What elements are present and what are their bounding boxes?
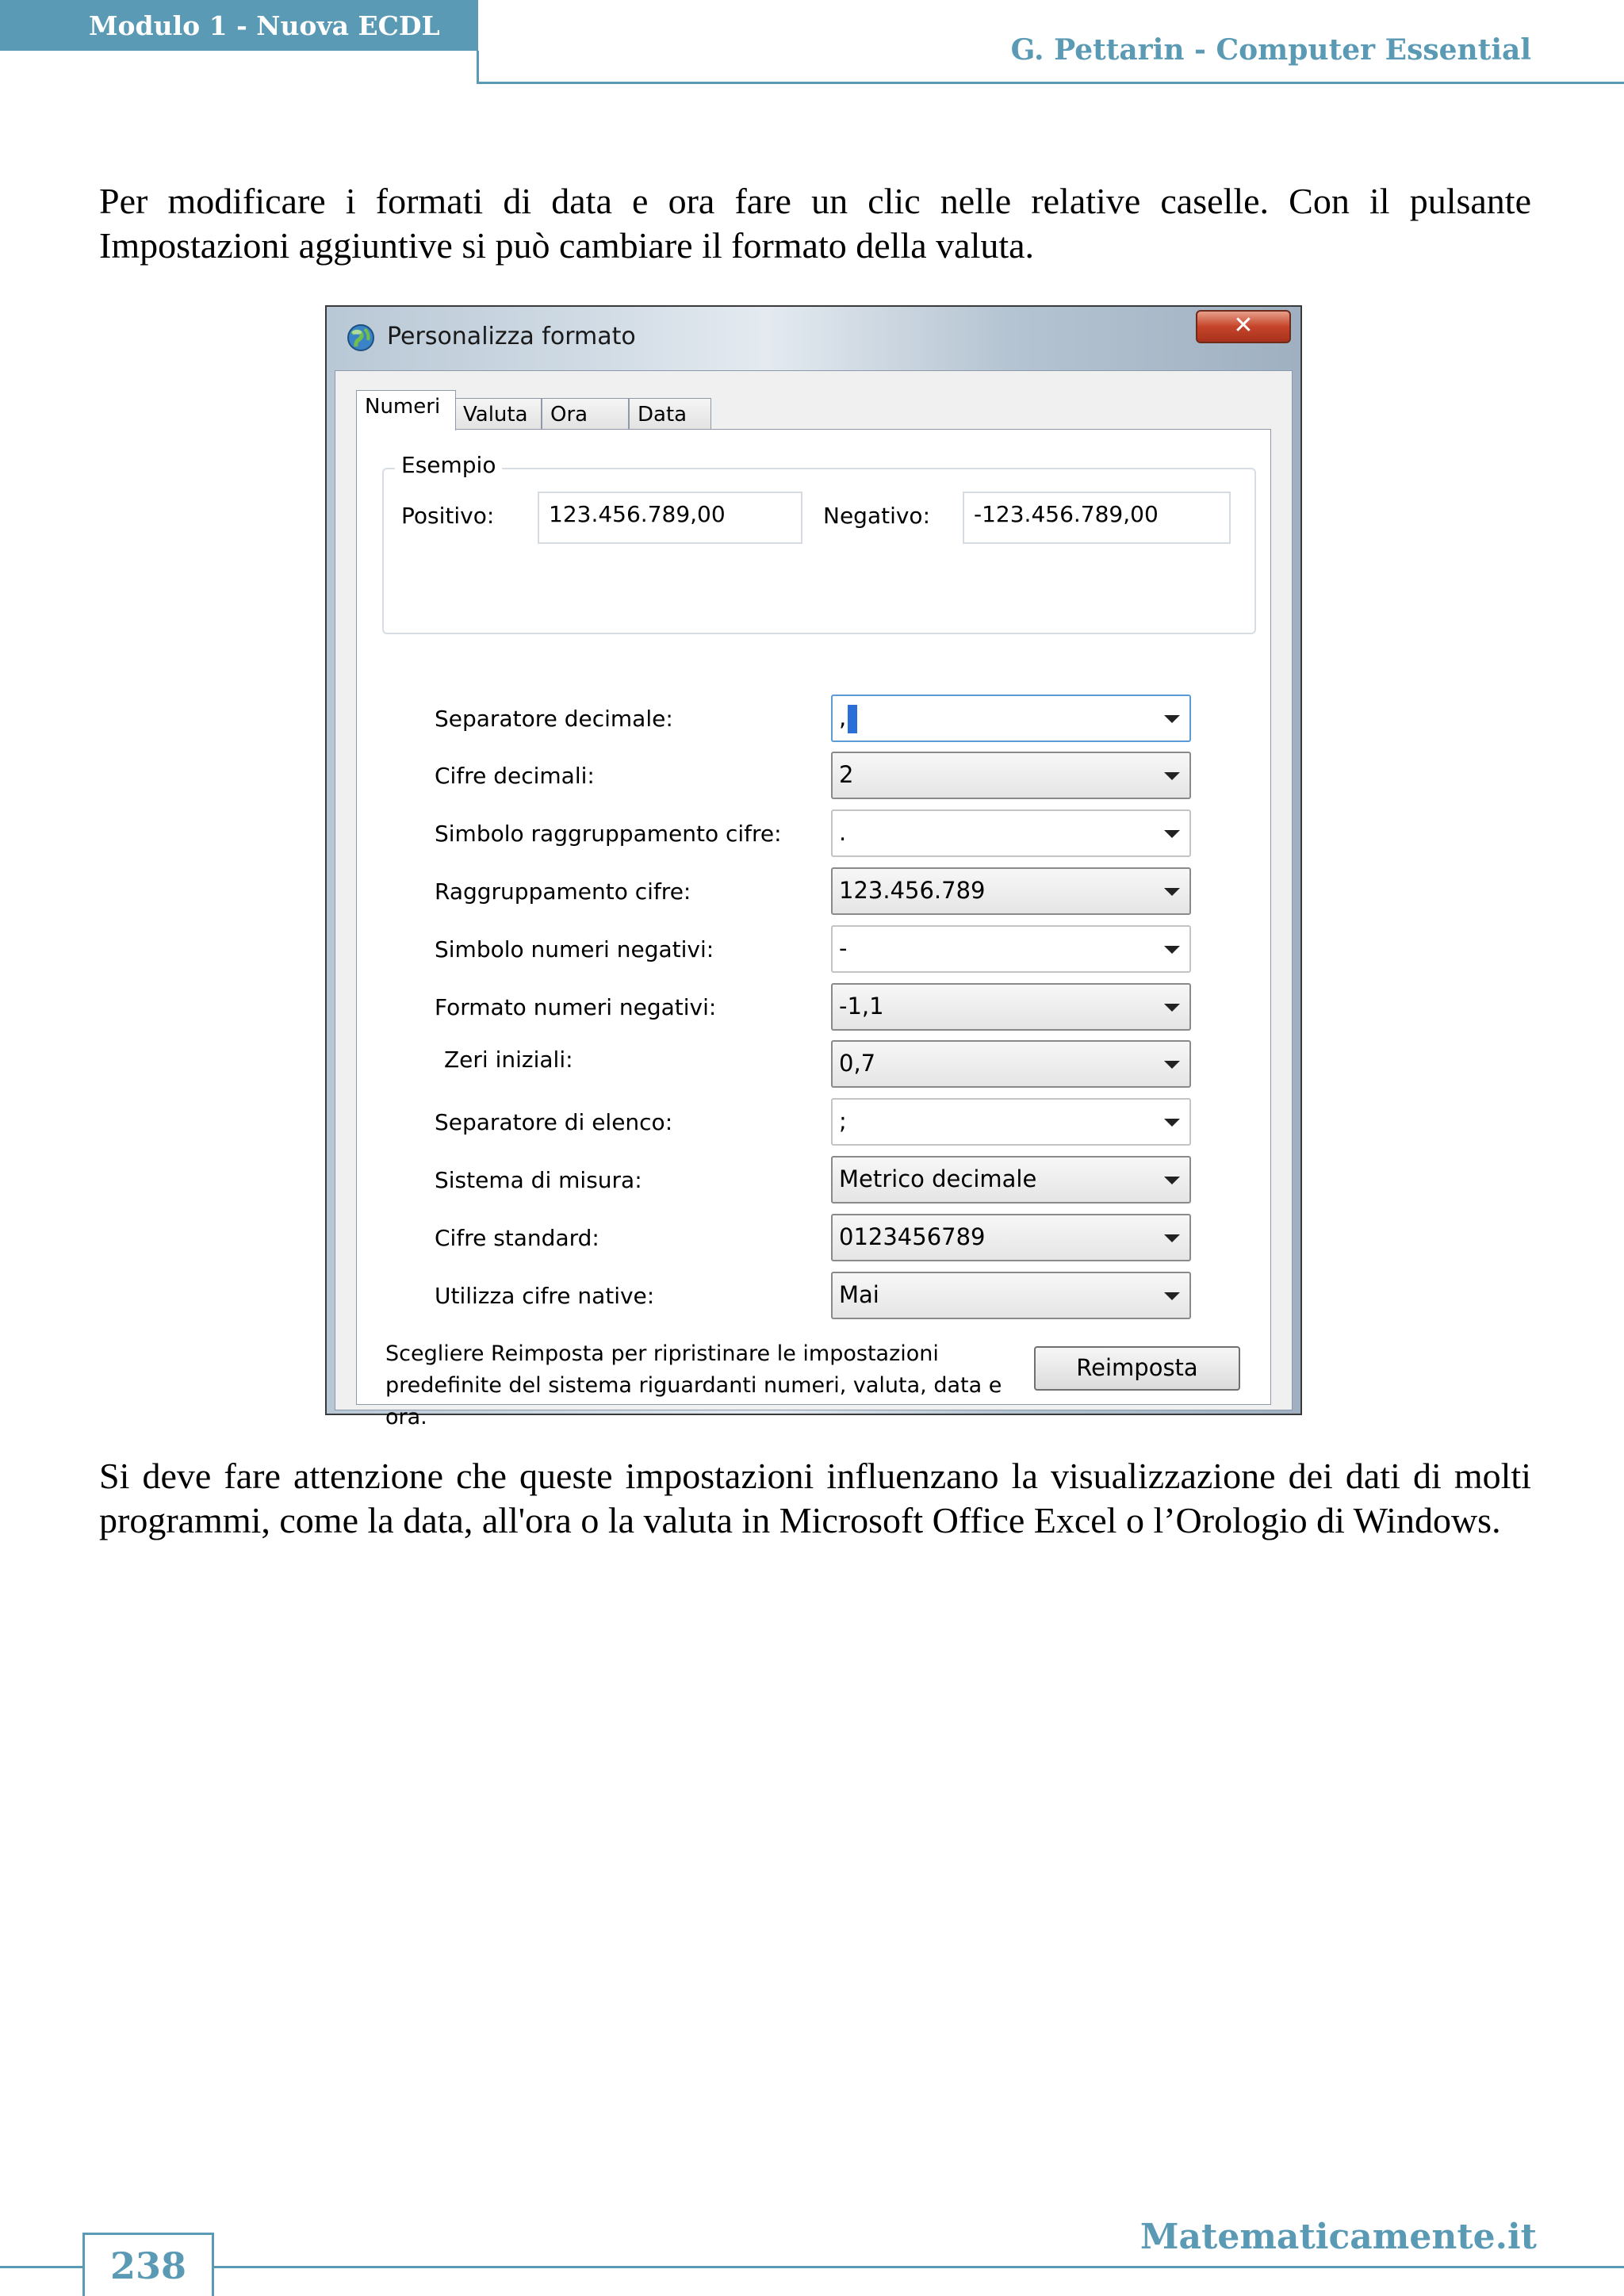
text-caret [848,705,857,733]
chevron-down-icon [1164,1061,1180,1069]
header-rule [477,82,1624,84]
native-digits-select[interactable]: Mai [831,1272,1191,1319]
negative-sign-label: Simbolo numeri negativi: [435,936,714,962]
numbers-tab-panel [356,429,1271,1429]
measurement-system-select[interactable]: Metrico decimale [831,1156,1191,1203]
chevron-down-icon [1164,1119,1180,1127]
chevron-down-icon [1164,830,1180,838]
close-button[interactable] [1196,310,1291,343]
digit-grouping-symbol-label: Simbolo raggruppamento cifre: [435,821,782,847]
chevron-down-icon [1164,1292,1180,1300]
negative-example-field: -123.456.789,00 [963,492,1231,544]
decimal-separator-select[interactable]: , [831,695,1191,742]
chevron-down-icon [1164,1004,1180,1012]
customize-format-dialog [325,305,1302,1429]
dialog-client-area [335,370,1293,1429]
chevron-down-icon [1164,946,1180,954]
closing-paragraph: Si deve fare attenzione che queste impostazioni influenzano la visualizzazione dei dati di molti programmi, come la data, all'ora o la valuta in Microsoft Office Excel o l’Orologio di Windows. [99,1456,1531,1540]
digit-grouping-label: Raggruppamento cifre: [435,878,691,905]
digit-grouping-symbol-select[interactable]: . [831,809,1191,857]
tab-ora[interactable]: Ora [542,398,629,430]
decimal-digits-select[interactable]: 2 [831,752,1191,799]
standard-digits-label: Cifre standard: [435,1225,599,1251]
digit-grouping-select[interactable]: 123.456.789 [831,867,1191,915]
header-module-tab [0,0,478,51]
chevron-down-icon [1164,1234,1180,1242]
header-rule-vertical [477,51,479,84]
decimal-digits-label: Cifre decimali: [435,763,595,789]
chevron-down-icon [1164,1177,1180,1184]
close-icon: ✕ [1233,312,1254,339]
chevron-down-icon [1164,888,1180,896]
tab-data[interactable]: Data [629,398,711,430]
reset-button[interactable]: Reimposta [1034,1346,1240,1391]
native-digits-label: Utilizza cifre native: [435,1283,655,1309]
dialog-titlebar [327,307,1300,370]
list-separator-select[interactable]: ; [831,1098,1191,1146]
module-title: Modulo 1 - Nuova ECDL [89,10,440,41]
tab-numeri[interactable]: Numeri [356,390,456,430]
measurement-system-label: Sistema di misura: [435,1167,642,1193]
dialog-title: Personalizza formato [387,323,636,350]
footer-rule [0,2266,1624,2268]
leading-zeros-label: Zeri iniziali: [444,1047,573,1073]
negative-sign-select[interactable]: - [831,925,1191,973]
book-title: G. Pettarin - Computer Essential [1010,33,1531,67]
leading-zeros-select[interactable]: 0,7 [831,1040,1191,1088]
page-number: 238 [109,2244,187,2287]
intro-paragraph: Per modificare i formati di data e ora fare un clic nelle relative caselle. Con il pulsante Impostazioni aggiuntive si può cambiare il formato della valuta. [99,181,1531,266]
globe-icon [346,323,376,353]
decimal-separator-label: Separatore decimale: [435,706,673,732]
negative-label: Negativo: [823,503,930,529]
example-groupbox [382,452,1256,634]
reset-note: Scegliere Reimposta per ripristinare le impostazioni predefinite del sistema riguardanti numeri, valuta, data e ora. [385,1341,1002,1429]
tab-valuta[interactable]: Valuta [454,398,542,430]
chevron-down-icon [1164,715,1180,723]
standard-digits-select[interactable]: 0123456789 [831,1214,1191,1261]
list-separator-label: Separatore di elenco: [435,1109,673,1135]
negative-format-select[interactable]: -1,1 [831,983,1191,1031]
negative-format-label: Formato numeri negativi: [435,994,717,1020]
positive-label: Positivo: [401,503,495,529]
footer-site: Matematicamente.it [1139,2217,1537,2257]
chevron-down-icon [1164,772,1180,780]
page-number-box [82,2233,214,2296]
example-legend: Esempio [395,452,502,478]
positive-example-field: 123.456.789,00 [538,492,802,544]
